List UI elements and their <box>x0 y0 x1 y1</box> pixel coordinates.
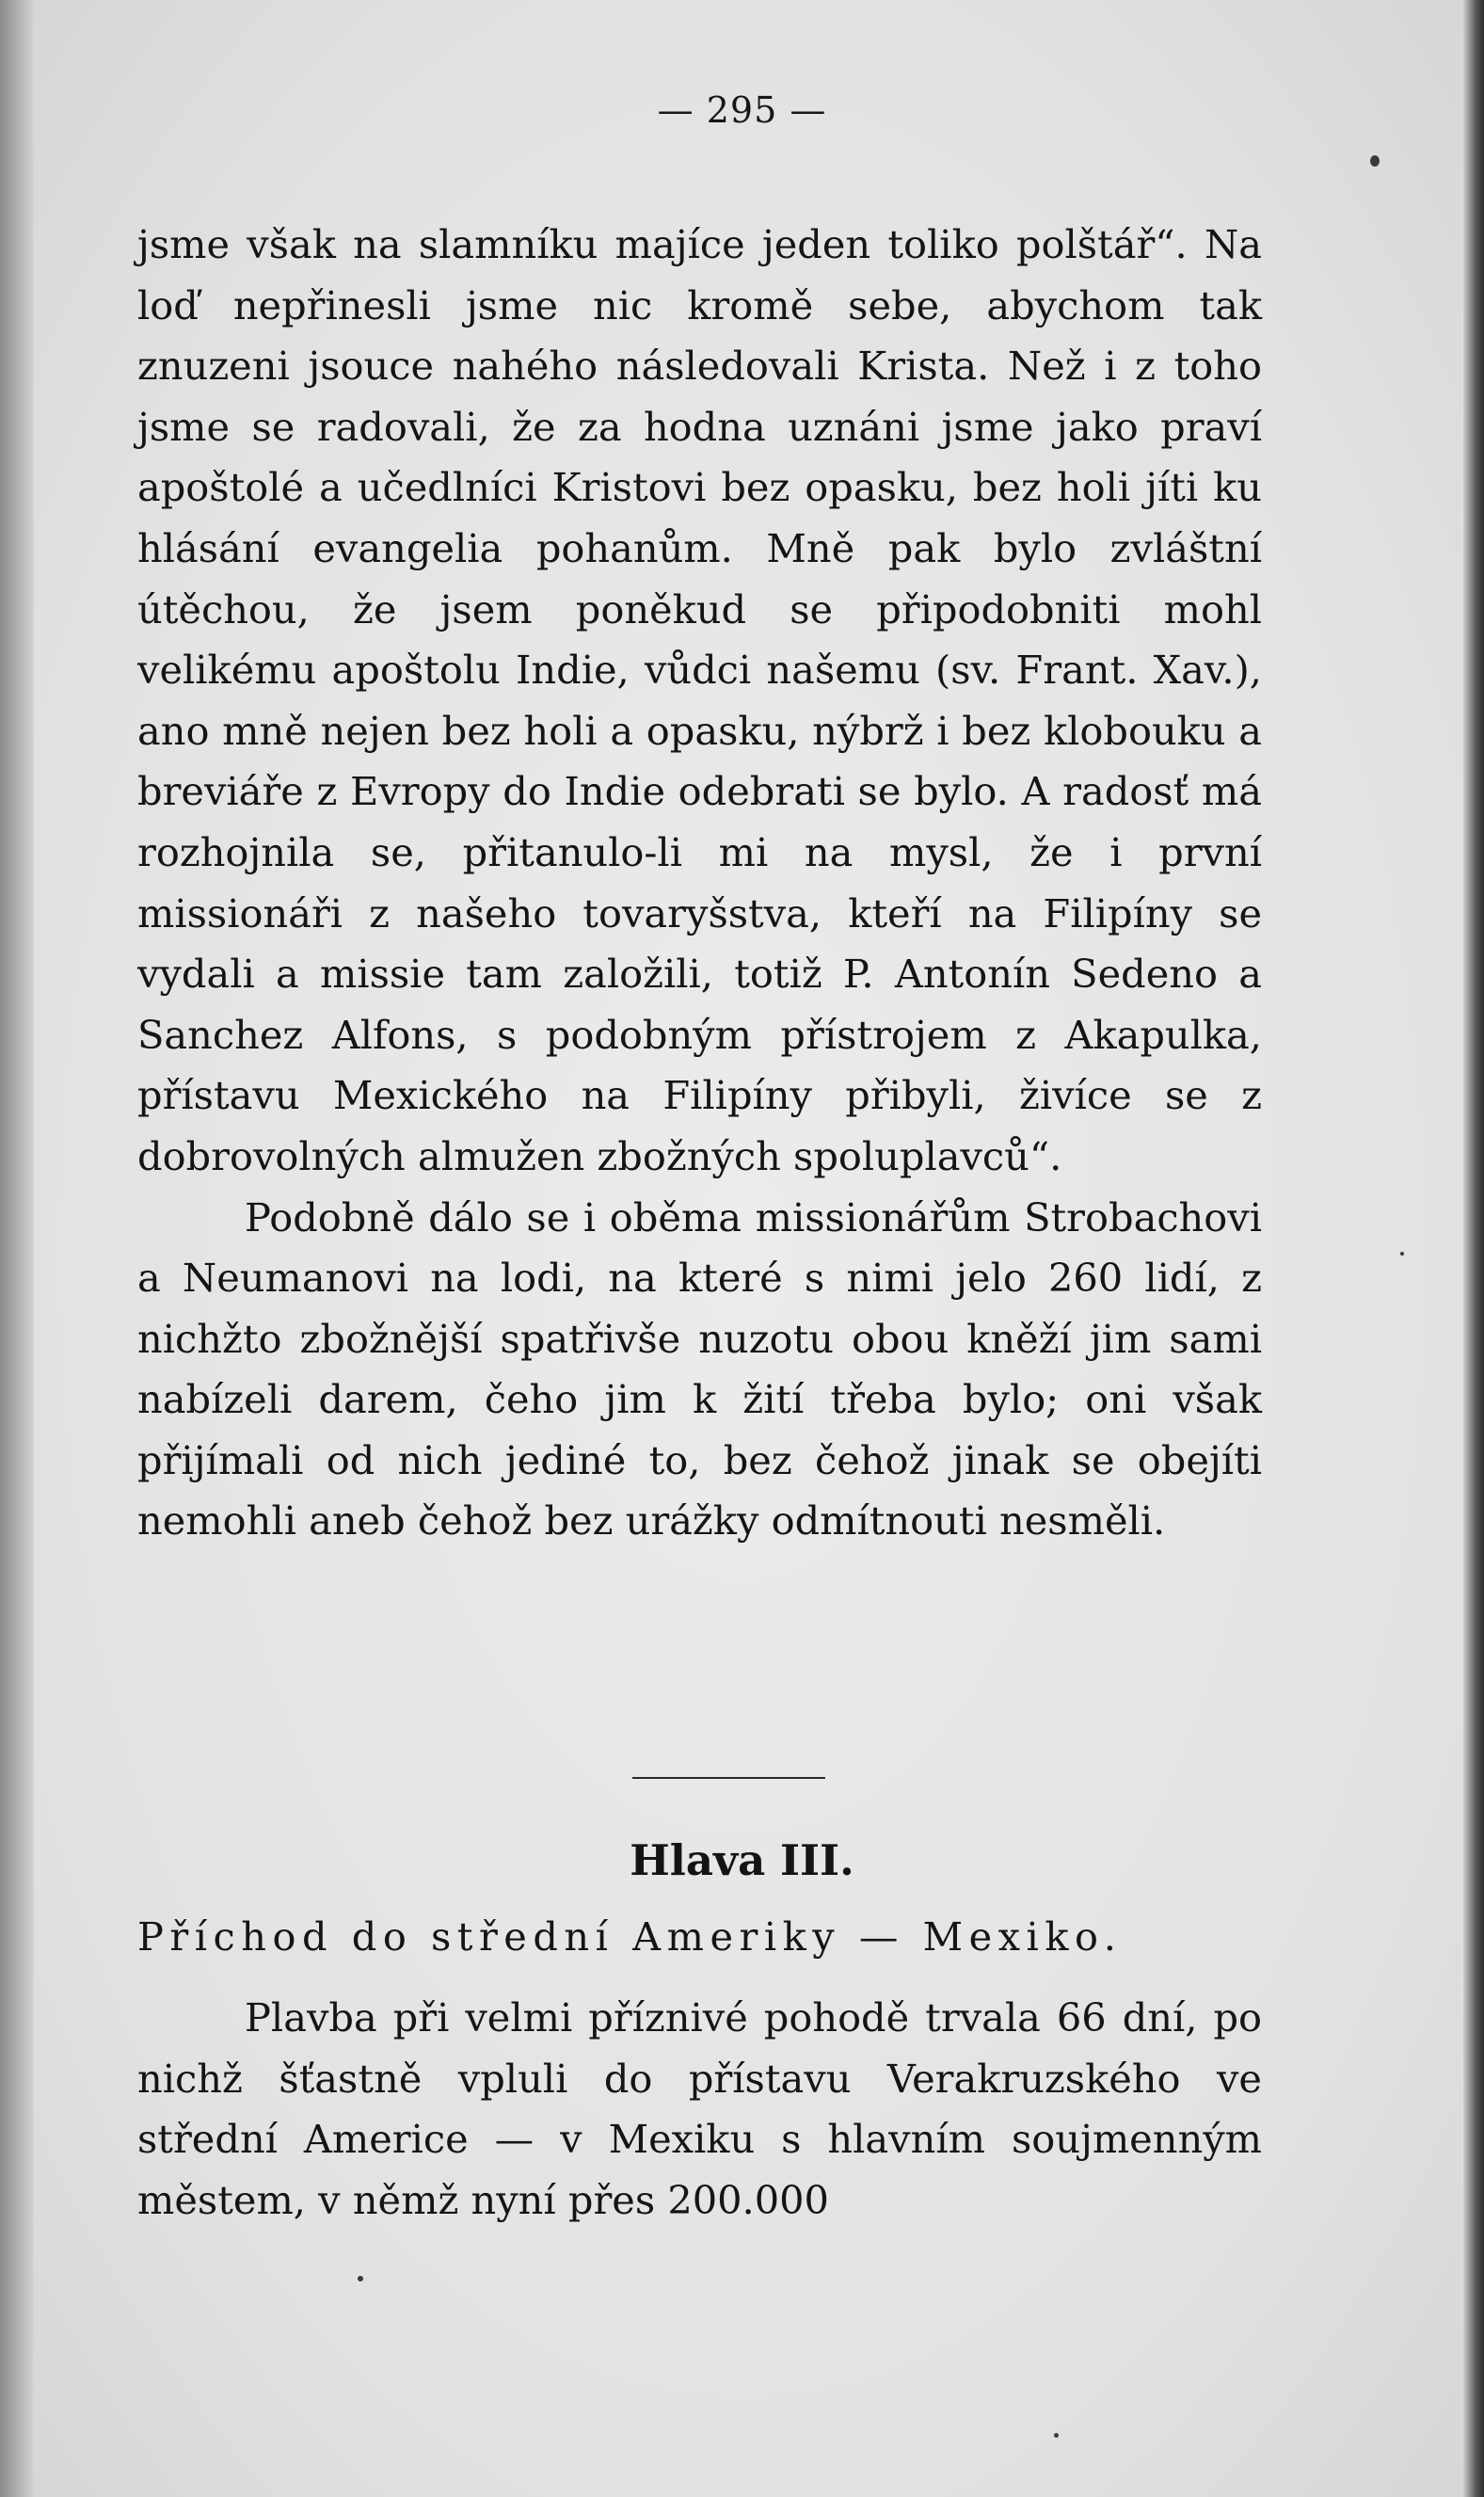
chapter-heading: Hlava III. <box>630 1835 854 1885</box>
page-right-edge-shadow <box>1463 0 1484 2497</box>
print-speck <box>1400 1252 1404 1256</box>
body-text-section <box>137 215 1262 1552</box>
chapter-body-text <box>137 1988 1262 2231</box>
page-left-edge-shadow <box>0 0 34 2497</box>
section-divider-rule <box>632 1777 825 1779</box>
paragraph: Plavba při velmi příznivé pohodě trvala 66 dní, po nichž šťastně vpluli do přístavu Verakruzského ve střední Americe — v Mexiku s hlavním soujmenným městem, v němž nyní přes 200.000 <box>137 1994 1262 2223</box>
print-speck <box>1054 2433 1059 2438</box>
page-number: — 295 — <box>657 89 827 131</box>
paragraph: Podobně dálo se i oběma missionářům Strobachovi a Neumanovi na lodi, na které s nimi jelo 260 lidí, z nichžto zbožnější spatřivše nuzotu obou kněží jim sami nabízeli darem, čeho jim k žití třeba bylo; oni však přijímali od nich jediné to, bez čehož jinak se obejíti nemohli aneb čehož bez urážky odmítnouti nesměli. <box>137 1193 1262 1545</box>
paragraph-continued: jsme však na slamníku majíce jeden toliko polštář“. Na loď nepřinesli jsme nic kromě sebe, abychom tak znuzeni jsouce nahého následovali Krista. Než i z toho jsme se radovali, že za hodna uznáni jsme jako praví apoštolé a učedlníci Kristovi bez opasku, bez holi jíti ku hlásání evangelia pohanům. Mně pak bylo zvláštní útěchou, že jsem poněkud se připodobniti mohl velikému apoštolu Indie, vůdci našemu (sv. Frant. Xav.), ano mně nejen bez holi a opasku, nýbrž i bez klobouku a breviáře z Evropy do Indie odebrati se bylo. A radosť má rozhojnila se, přitanulo-li mi na mysl, že i první missionáři z našeho tovaryšstva, kteří na Filipíny se vydali a missie tam založili, totiž P. Antonín Sedeno a Sanchez Alfons, s podobným přístrojem z Akapulka, přístavu Mexického na Filipíny přibyli, živíce se z dobrovolných almužen zbožných spoluplavců“. <box>137 221 1262 1179</box>
print-speck <box>358 2276 363 2281</box>
print-speck <box>1370 155 1380 167</box>
chapter-subtitle: Příchod do střední Ameriky — Mexiko. <box>137 1913 1123 1960</box>
